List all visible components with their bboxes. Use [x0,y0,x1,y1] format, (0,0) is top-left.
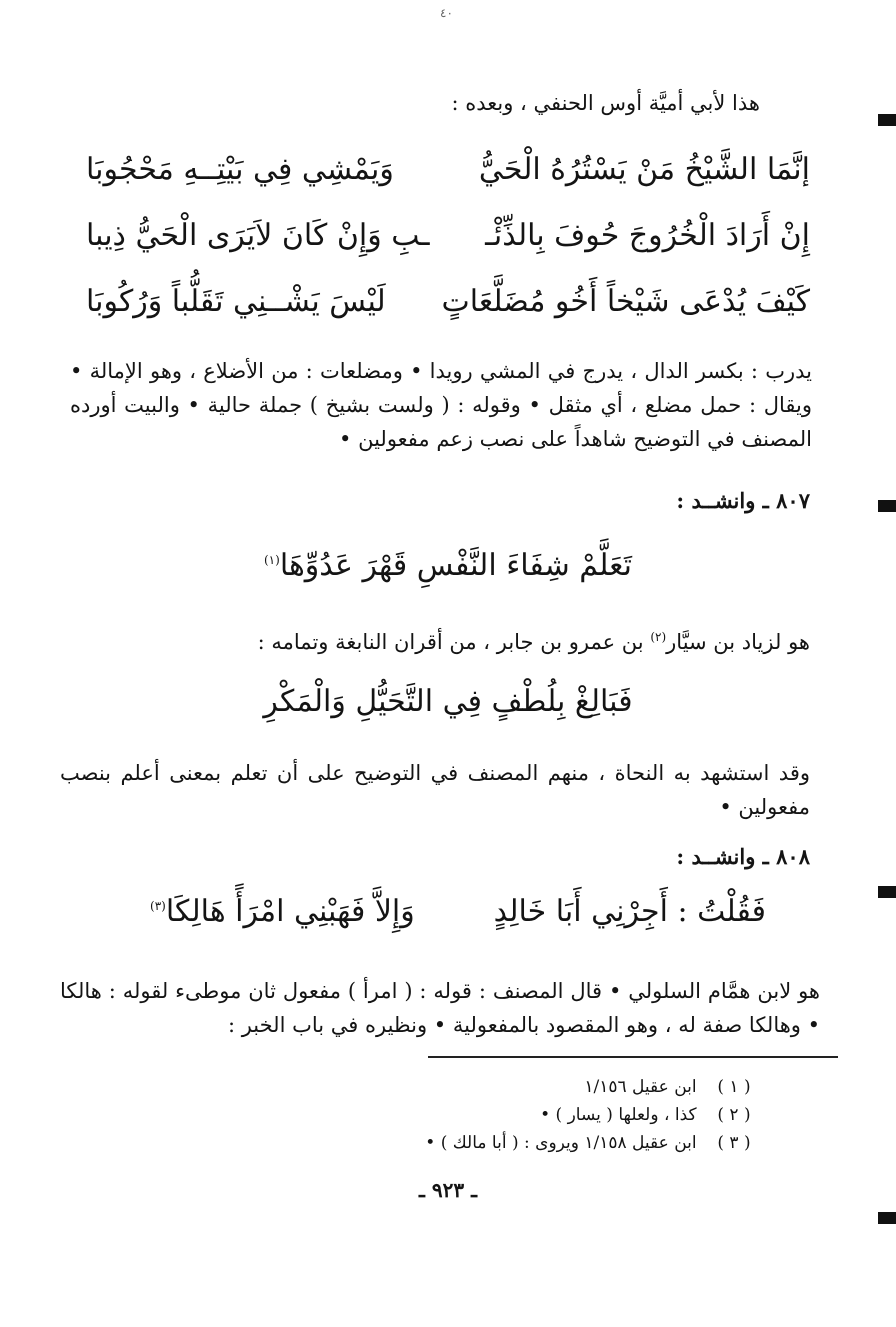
attribution-807-part1: هو لزياد بن سيَّار [666,630,810,654]
verse-left-hemistich: وَيَمْشِي فِي بَيْتِــهِ مَحْجُوبَا [86,152,394,187]
verse-right-hemistich: إنَّمَا الشَّيْخُ مَنْ يَسْتُرُهُ الْحَيُّ [478,152,810,187]
edge-mark [878,886,896,898]
verse-807 [0,548,896,583]
edge-mark [878,500,896,512]
intro-line: هذا لأبي أميَّة أوس الحنفي ، وبعده : [451,91,760,115]
verse-right-hemistich: كَيْفَ يُدْعَى شَيْخاً أَخُو مُضَلَّعَاتٍ [441,284,810,319]
footnote-number: ( ٣ ) [717,1133,751,1153]
footnote-number: ( ١ ) [717,1077,751,1097]
footnote-ref-1: (١) [263,553,280,567]
footnote-text: ابن عقيل ١/١٥٨ ويروى : ( أبا مالك ) • [425,1133,697,1153]
verse-808 [150,894,766,938]
footnote-ref-2: (٢) [650,630,667,644]
section-heading-807: ٨٠٧ ـ وانشــد : [676,488,810,513]
verse-left-hemistich: لَيْسَ يَشْــنِي تَقَلُّباً وَرُكُوبَا [86,284,386,319]
verse-line [86,218,810,262]
section-heading-808: ٨٠٨ ـ وانشــد : [676,844,810,869]
commentary-807: وقد استشهد به النحاة ، منهم المصنف في التوضيح على أن تعلم بمعنى أعلم بنصب مفعولين • [60,761,810,819]
commentary-808: هو لابن همَّام السلولي • قال المصنف : قوله : ( امرأ ) مفعول ثان موطىء لقوله : هالكا • وهالكا صفة له ، وهو المقصود بالمفعولية • ونظيره في باب الخبر : [60,979,820,1037]
footnote [584,1074,766,1100]
footnote [425,1130,766,1156]
attribution-807-part2: بن عمرو بن جابر ، من أقران النابغة وتمامه : [257,630,644,654]
footnote-text: كذا ، ولعلها ( يسار ) • [540,1105,697,1125]
footnote-ref-3: (٣) [150,899,166,913]
footnote-number: ( ٢ ) [717,1105,751,1125]
verse-808-right-hemistich: فَقُلْتُ : أَجِرْنِي أَبَا خَالِدٍ [493,894,766,929]
edge-mark [878,1212,896,1224]
verse-right-hemistich: إِنْ أَرَادَ الْخُرُوجَ حُوفَ بِالذِّئْـ [485,218,810,253]
verse-808-left-hemistich [150,894,415,929]
page-number: ـ ٩٢٣ ـ [419,1178,477,1202]
verse-808-left-text: وَإِلاَّ فَهَبْنِي امْرَأً هَالِكَا [165,894,415,929]
edge-mark [878,114,896,126]
verse-line [86,284,810,328]
verse-left-hemistich: ـبِ وَإِنْ كَانَ لاَيَرَى الْحَيُّ ذِيبا [86,218,430,253]
attribution-807 [258,620,810,659]
top-mark: ٤٠ [440,6,453,20]
verse-807-completion: فَبَالِغْ بِلُطْفٍ فِي التَّحَيُّلِ وَالْمَكْرِ [263,684,633,719]
verse-807-text: تَعَلَّمْ شِفَاءَ النَّفْسِ قَهْرَ عَدُوِّهَا [279,548,633,583]
verse-line [86,152,810,196]
commentary-paragraph: يدرب : بكسر الدال ، يدرج في المشي رويدا • ومضلعات : من الأضلاع ، وهو الإمالة • ويقال : حمل مضلع ، أي مثقل • وقوله : ( ولست بشيخ ) جملة حالية • والبيت أورده المصنف في التوضيح شاهداً على نصب زعم مفعولين • [70,359,812,451]
footnote-separator [428,1056,838,1058]
footnote [540,1102,766,1128]
footnote-text: ابن عقيل ١/١٥٦ [584,1077,697,1097]
